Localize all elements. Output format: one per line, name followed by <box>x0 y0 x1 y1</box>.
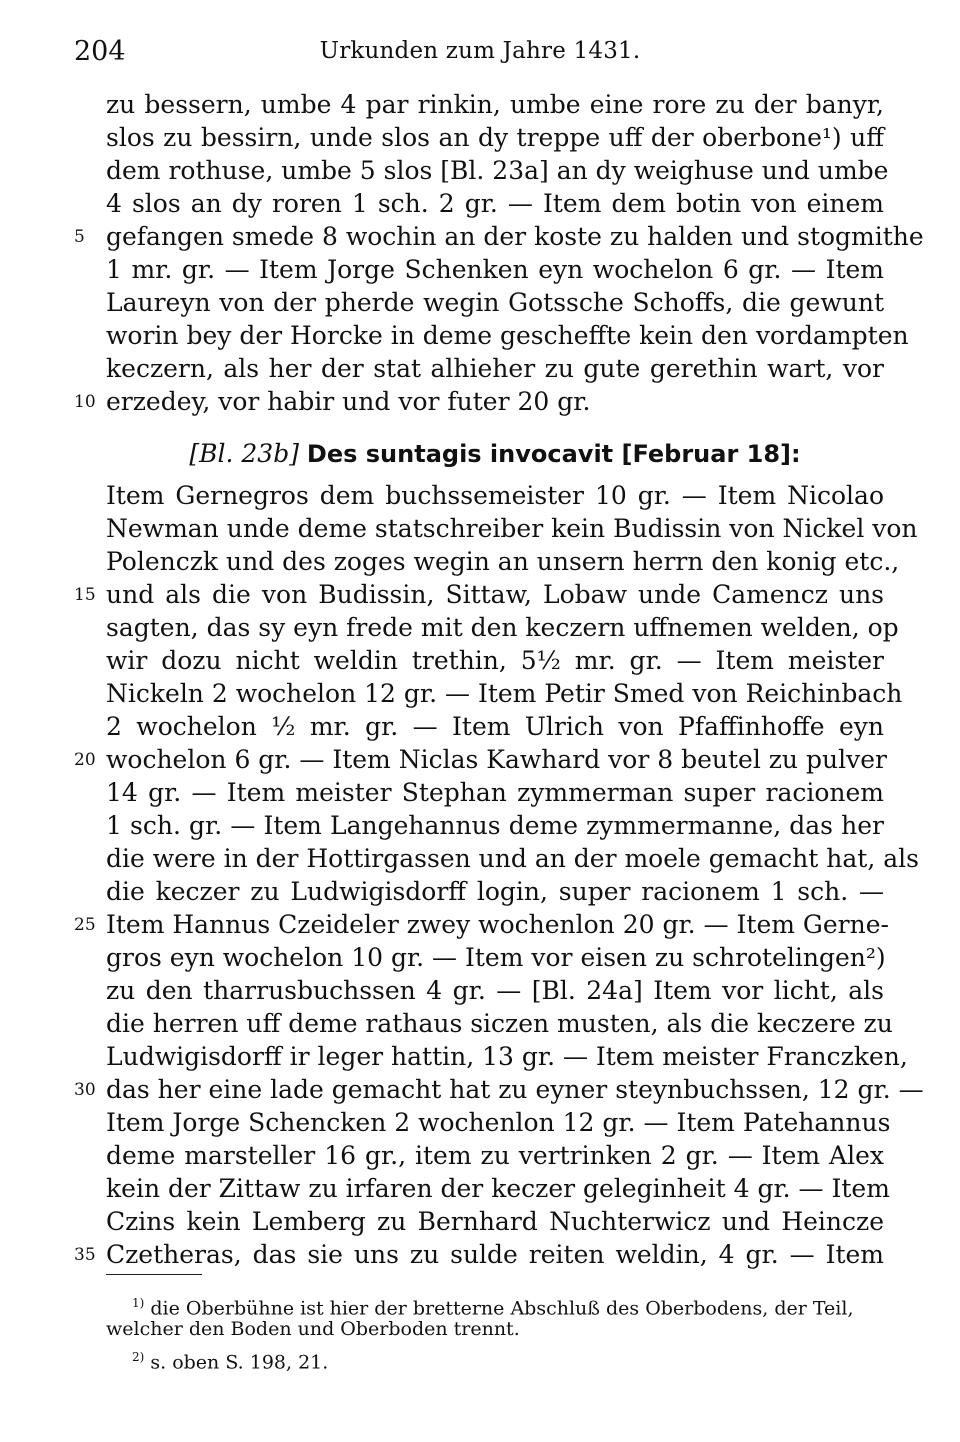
line-number: 10 <box>74 392 96 412</box>
line-number: 20 <box>74 750 96 770</box>
page-header <box>60 36 900 70</box>
text-line: Item Hannus Czeideler zwey wochenlon 20 gr. — Item Gerne- <box>106 910 889 939</box>
footnote-rule <box>106 1274 202 1275</box>
text-line: Newman unde deme statschreiber kein Budissin von Nickel von <box>106 514 918 543</box>
text-line: keczern, als her der stat alhieher zu gute gerethin wart, vor <box>106 354 884 383</box>
footnote-text: die Oberbühne ist hier der bretterne Abschluß des Oberbodens, der Teil, <box>150 1297 854 1320</box>
text-line: sagten, das sy eyn frede mit den keczern uffnemen welden, op <box>106 613 899 642</box>
text-line: zu bessern, umbe 4 par rinkin, umbe eine rore zu der banyr, <box>106 90 884 119</box>
text-line: Nickeln 2 wochelon 12 gr. — Item Petir Smed von Reichinbach <box>106 679 903 708</box>
text-line: Czetheras, das sie uns zu sulde reiten weldin, 4 gr. — Item <box>106 1240 884 1269</box>
folio-reference: [Bl. 23b] <box>189 439 299 468</box>
text-line: wir dozu nicht weldin trethin, 5½ mr. gr. — Item meister <box>106 646 884 675</box>
footnote-text: s. oben S. 198, 21. <box>150 1351 329 1374</box>
text-line: Czins kein Lemberg zu Bernhard Nuchterwicz und Heincze <box>106 1207 884 1236</box>
line-number: 30 <box>74 1080 96 1100</box>
footnote-marker: 2) <box>132 1350 145 1364</box>
line-number: 15 <box>74 585 96 605</box>
running-title: Urkunden zum Jahre 1431. <box>319 38 641 64</box>
text-line: gefangen smede 8 wochin an der koste zu halden und stogmithe <box>106 222 924 251</box>
text-line: 1 sch. gr. — Item Langehannus deme zymmermanne, das her <box>106 811 884 840</box>
text-line: Item Jorge Schencken 2 wochenlon 12 gr. — Item Patehannus <box>106 1108 891 1137</box>
text-line: 2 wochelon ½ mr. gr. — Item Ulrich von Pfaffinhoffe eyn <box>106 712 884 741</box>
section-heading <box>106 436 884 472</box>
footnote-2 <box>132 1344 328 1375</box>
footnote-1-continued: welcher den Boden und Oberboden trennt. <box>106 1318 520 1340</box>
text-line: die keczer zu Ludwigisdorff login, super racionem 1 sch. — <box>106 877 884 906</box>
text-line: 14 gr. — Item meister Stephan zymmerman super racionem <box>106 778 884 807</box>
text-line: kein der Zittaw zu irfaren der keczer geleginheit 4 gr. — Item <box>106 1174 890 1203</box>
text-line: 1 mr. gr. — Item Jorge Schenken eyn wochelon 6 gr. — Item <box>106 255 884 284</box>
line-number: 5 <box>74 227 85 247</box>
text-line: die were in der Hottirgassen und an der moele gemacht hat, als <box>106 844 919 873</box>
text-line: und als die von Budissin, Sittaw, Lobaw unde Camencz uns <box>106 580 884 609</box>
text-line: dem rothuse, umbe 5 slos [Bl. 23a] an dy weighuse und umbe <box>106 156 889 185</box>
text-line: slos zu bessirn, unde slos an dy treppe uff der oberbone¹) uff <box>106 123 884 152</box>
text-line: erzedey, vor habir und vor futer 20 gr. <box>106 387 591 416</box>
footnote-marker: 1) <box>132 1296 145 1310</box>
text-line: die herren uff deme rathaus siczen musten, als die keczere zu <box>106 1009 893 1038</box>
line-number: 35 <box>74 1245 96 1265</box>
page-number: 204 <box>74 36 126 67</box>
text-line: das her eine lade gemacht hat zu eyner steynbuchssen, 12 gr. — <box>106 1075 924 1104</box>
text-line: Laureyn von der pherde wegin Gotssche Schoffs, die gewunt <box>106 288 884 317</box>
text-line: 4 slos an dy roren 1 sch. 2 gr. — Item dem botin von einem <box>106 189 884 218</box>
text-line: Polenczk und des zoges wegin an unsern herrn den konig etc., <box>106 547 900 576</box>
text-line: Ludwigisdorff ir leger hattin, 13 gr. — Item meister Franczken, <box>106 1042 908 1071</box>
line-number: 25 <box>74 915 96 935</box>
text-line: deme marsteller 16 gr., item zu vertrinken 2 gr. — Item Alex <box>106 1141 884 1170</box>
text-line: worin bey der Horcke in deme gescheffte kein den vordampten <box>106 321 909 350</box>
text-line: zu den tharrusbuchssen 4 gr. — [Bl. 24a] Item vor licht, als <box>106 976 884 1005</box>
section-title: Des suntagis invocavit [Februar 18]: <box>306 440 801 468</box>
text-line: gros eyn wochelon 10 gr. — Item vor eisen zu schrotelingen²) <box>106 943 886 972</box>
text-line: wochelon 6 gr. — Item Niclas Kawhard vor 8 beutel zu pulver <box>106 745 887 774</box>
text-line: Item Gernegros dem buchssemeister 10 gr. — Item Nicolao <box>106 481 884 510</box>
